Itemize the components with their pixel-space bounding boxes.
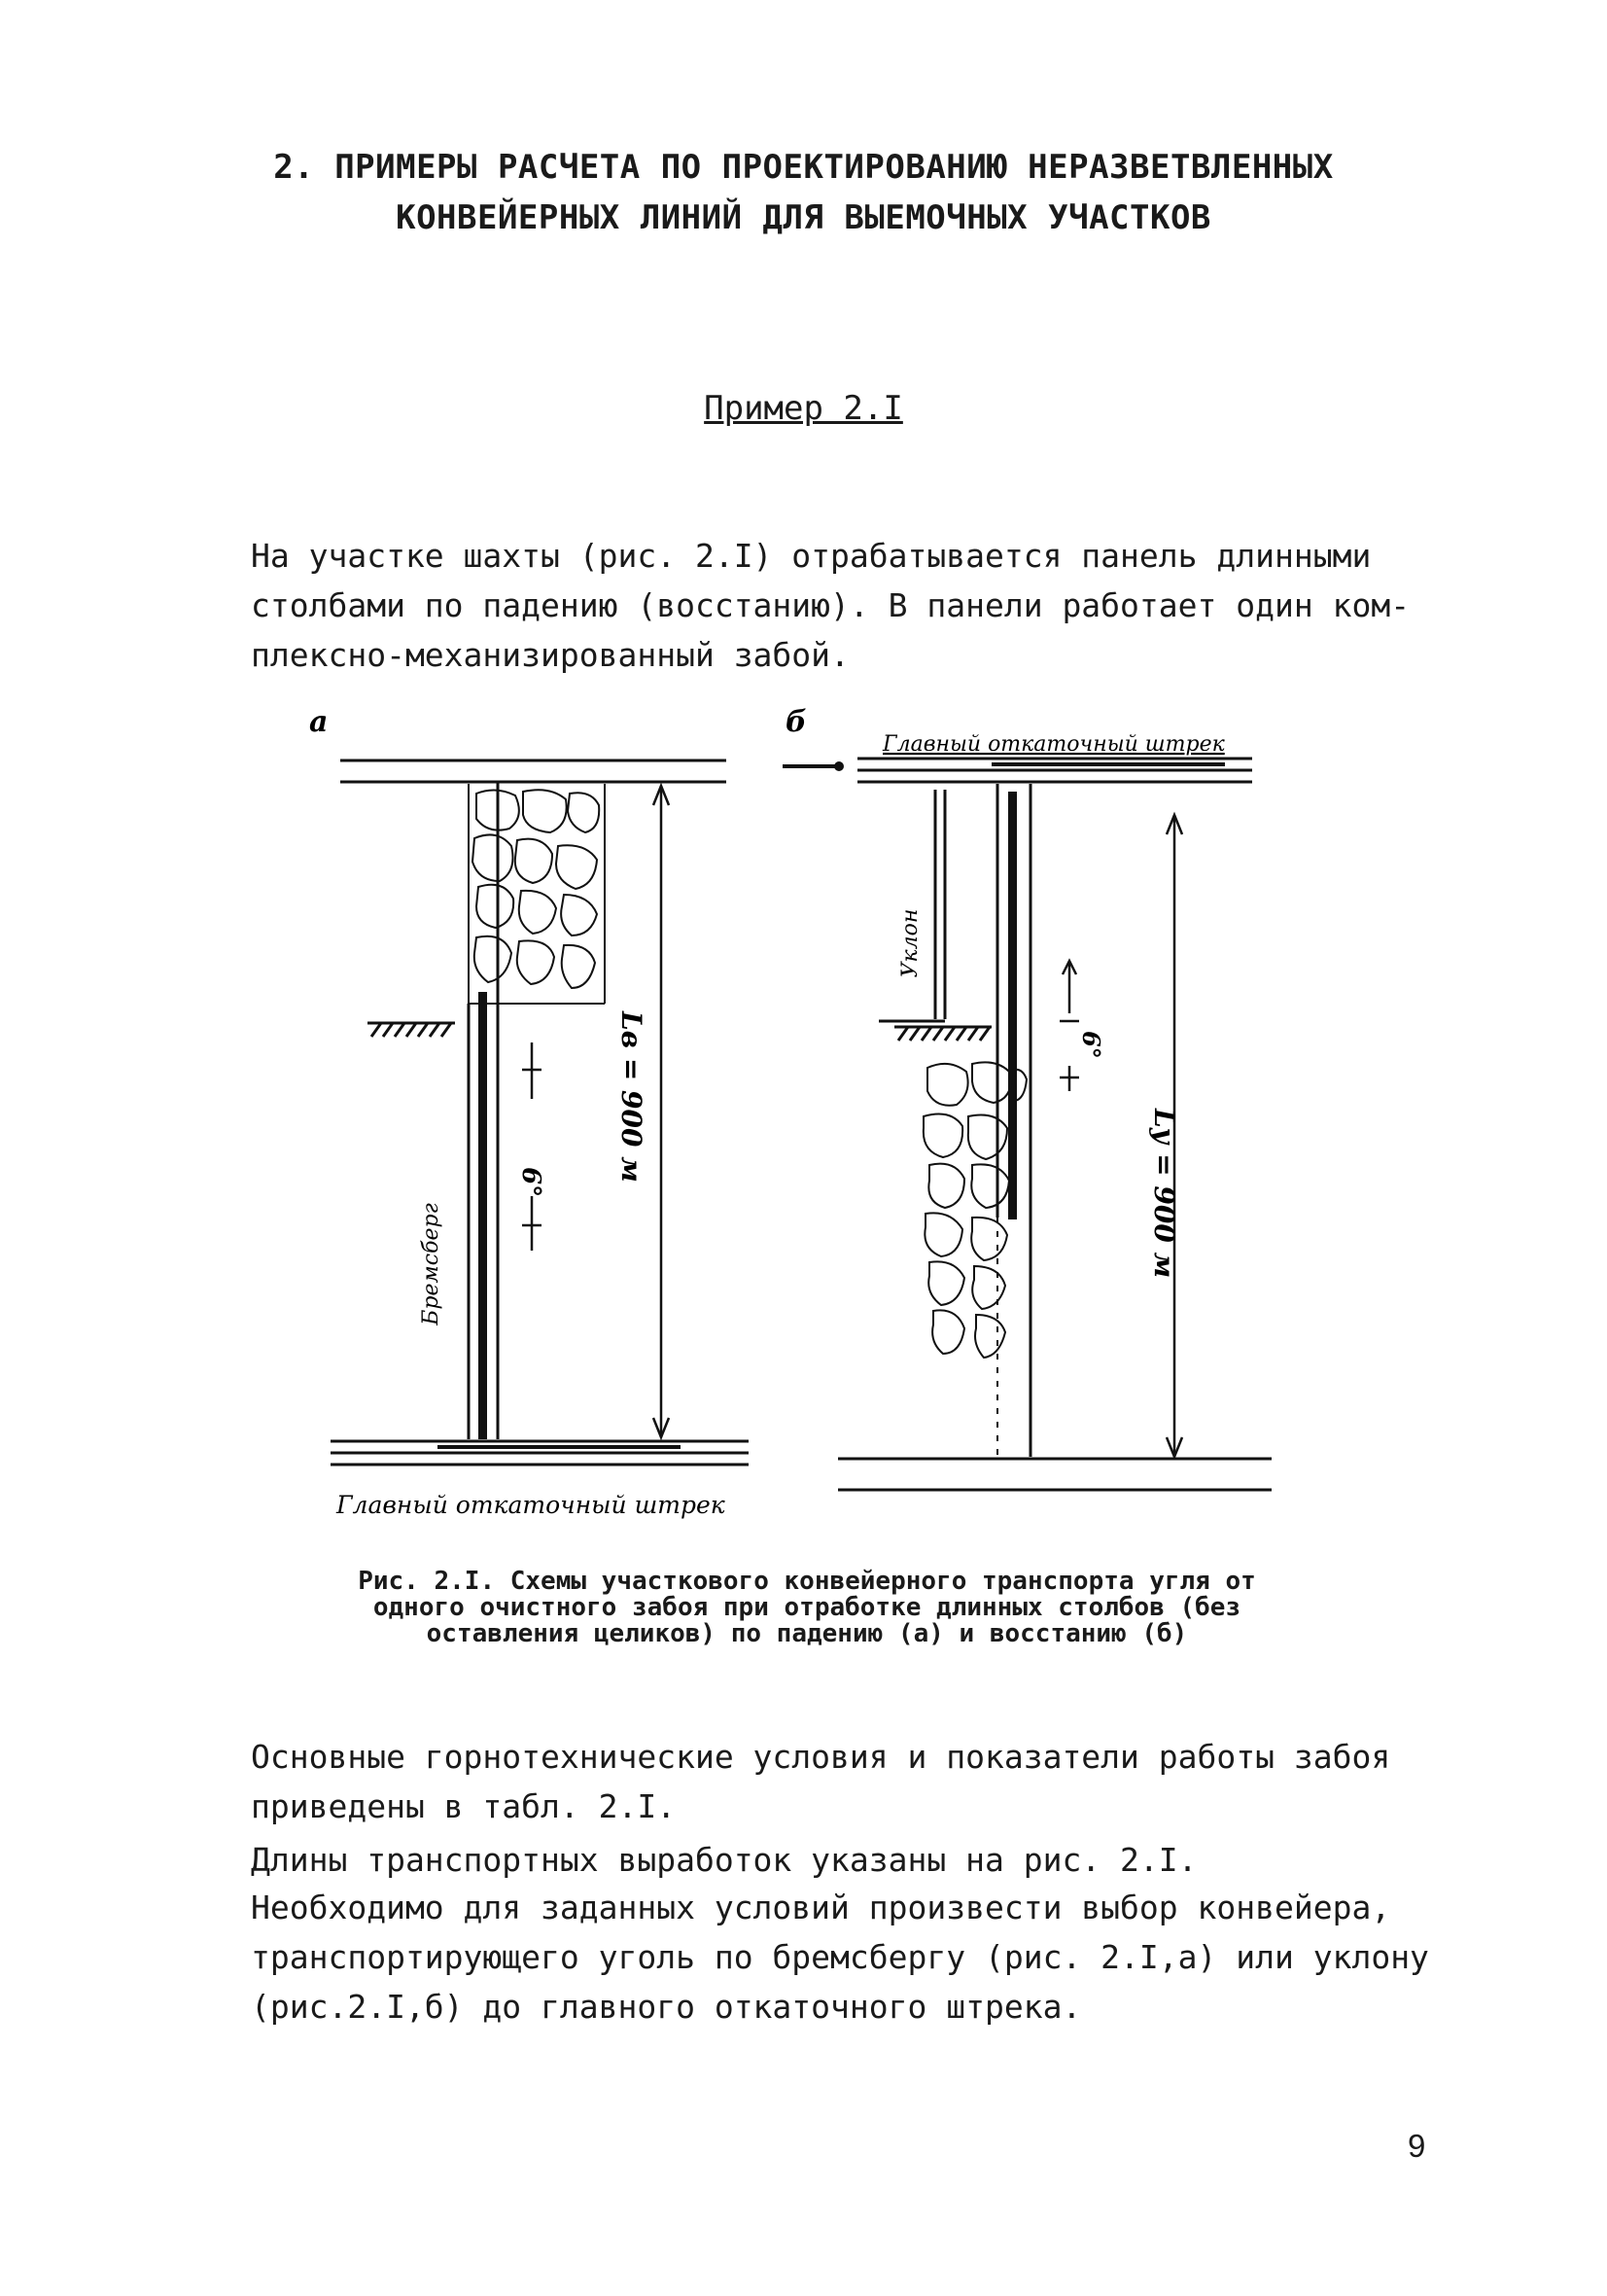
page-number: 9 xyxy=(1408,2128,1426,2164)
figure-caption xyxy=(292,1569,1322,1647)
body-line: Необходимо для заданных условий произвести выбор конвейера, xyxy=(251,1889,1391,1926)
body-paragraph-2 xyxy=(251,1835,1439,1885)
scheme-b xyxy=(783,705,1272,1490)
a-pillar-hatch xyxy=(367,1023,455,1037)
a-length-dimension xyxy=(653,786,669,1437)
caption-line: Рис. 2.I. Схемы участкового конвейерного транспорта угля от xyxy=(358,1567,1256,1596)
a-incline-label: Бремсберг xyxy=(419,1203,443,1325)
b-flow-arrow-icon xyxy=(783,761,844,771)
figure-2-1 xyxy=(292,700,1322,1527)
body-line: Основные горнотехнические условия и показатели работы забоя xyxy=(251,1738,1391,1776)
intro-paragraph xyxy=(251,531,1439,680)
body-line: транспортирующего уголь по бремсбергу (рис. 2.I,а) или уклону xyxy=(251,1938,1429,1976)
section-title-line1: 2. ПРИМЕРЫ РАСЧЕТА ПО ПРОЕКТИРОВАНИЮ НЕРАЗВЕТВЛЕННЫХ xyxy=(273,148,1334,187)
b-length-label: Lу = 900 м xyxy=(1148,1109,1180,1279)
scheme-a xyxy=(309,705,749,1519)
a-angle-label: 6° xyxy=(516,1167,545,1198)
caption-line: оставления целиков) по падению (а) и восстанию (б) xyxy=(426,1619,1188,1648)
b-angle-marker xyxy=(1060,961,1079,1091)
example-title: Пример 2.I xyxy=(704,389,903,428)
intro-line: столбами по падению (восстанию). В панели работает один ком- xyxy=(251,586,1411,624)
label-a: а xyxy=(309,705,329,739)
intro-line: На участке шахты (рис. 2.I) отрабатывается панель длинными xyxy=(251,537,1372,575)
a-goaf xyxy=(469,784,605,1004)
a-drift-label: Главный откаточный штрек xyxy=(336,1491,725,1519)
body-line: (рис.2.I,б) до главного откаточного штрека. xyxy=(251,1988,1082,2026)
b-pillar-hatch xyxy=(894,1027,992,1041)
b-conveyor xyxy=(1008,792,1017,1219)
body-paragraph-1 xyxy=(251,1732,1439,1831)
caption-line: одного очистного забоя при отработке длинных столбов (без xyxy=(372,1593,1241,1622)
section-title-line2: КОНВЕЙЕРНЫХ ЛИНИЙ ДЛЯ ВЫЕМОЧНЫХ УЧАСТКОВ xyxy=(396,198,1211,237)
a-angle-marker xyxy=(522,1042,541,1251)
body-paragraph-3 xyxy=(251,1883,1439,2031)
label-b: б xyxy=(786,705,807,739)
a-conveyor xyxy=(478,992,487,1439)
a-length-label: Lв = 900 м xyxy=(615,1011,647,1183)
b-drift-label: Главный откаточный штрек xyxy=(883,732,1225,757)
intro-line: плексно-механизированный забой. xyxy=(251,636,850,674)
b-incline-label: Уклон xyxy=(898,908,923,978)
body-line: Длины транспортных выработок указаны на рис. 2.I. xyxy=(251,1841,1198,1879)
b-angle-label: 6° xyxy=(1077,1031,1105,1059)
body-line: приведены в табл. 2.I. xyxy=(251,1787,677,1825)
